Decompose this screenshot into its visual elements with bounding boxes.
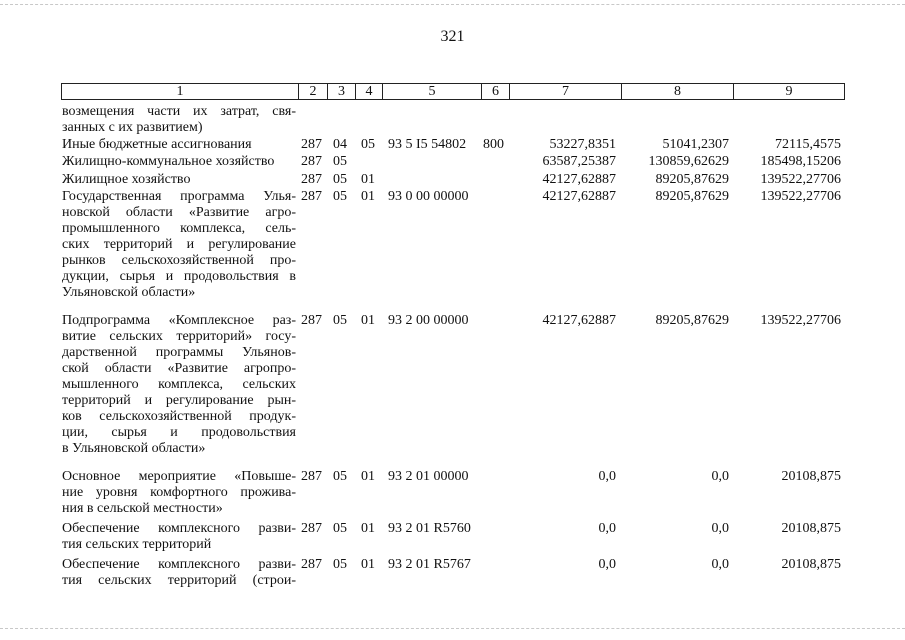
cell-sub: 01 [361,172,375,187]
header-col-7: 7 [509,83,621,100]
row-name-line: территорий и регулирование рын- [62,393,296,408]
row-name-line: Государственная программа Улья- [62,189,296,204]
row-name [62,137,296,153]
cell-rz: 287 [301,189,322,204]
header-col-6: 6 [481,83,509,100]
row-name-line: ние уровня комфортного прожива- [62,485,296,500]
row-name-line: новской области «Развитие агро- [62,205,296,220]
cell-amount-8: 89205,87629 [655,172,729,187]
cell-pr: 04 [333,137,347,152]
cell-amount-8: 0,0 [711,469,729,484]
row-name [62,313,296,457]
row-name [62,189,296,301]
row-name-line: занных с их развитием) [62,120,203,135]
cell-amount-7: 0,0 [598,557,616,572]
row-name-line: Ульяновской области» [62,285,196,300]
row-name-line: Основное мероприятие «Повыше- [62,469,296,484]
cell-amount-9: 139522,27706 [760,313,841,328]
cell-rz: 287 [301,469,322,484]
header-col-3: 3 [327,83,355,100]
cell-amount-9: 20108,875 [781,469,841,484]
row-name-line: дукции, сырья и продовольствия в [62,269,296,284]
cell-csr: 93 2 00 00000 [388,313,469,328]
row-name [62,521,296,553]
cell-rz: 287 [301,557,322,572]
cell-amount-8: 89205,87629 [655,189,729,204]
cell-pr: 05 [333,469,347,484]
cell-sub: 01 [361,189,375,204]
cell-amount-7: 42127,62887 [542,189,616,204]
row-name-line: витие сельских территорий» госу- [62,329,296,344]
cell-pr: 05 [333,154,347,169]
bottom-scan-edge [0,628,905,631]
row-name-line: рынков сельскохозяйственной про- [62,253,296,268]
row-name-line: в Ульяновской области» [62,441,206,456]
cell-pr: 05 [333,189,347,204]
row-name [62,104,296,136]
cell-sub: 01 [361,313,375,328]
row-name [62,172,296,188]
row-name [62,154,296,170]
cell-amount-8: 0,0 [711,557,729,572]
row-name-line: промышленного комплекса, сель- [62,221,296,236]
cell-vr: 800 [483,137,504,152]
cell-csr: 93 0 00 00000 [388,189,469,204]
cell-amount-7: 63587,25387 [542,154,616,169]
cell-sub: 01 [361,557,375,572]
header-col-4: 4 [355,83,382,100]
row-name-line: мышленного комплекса, сельских [62,377,296,392]
cell-amount-9: 20108,875 [781,557,841,572]
cell-rz: 287 [301,154,322,169]
cell-amount-9: 139522,27706 [760,189,841,204]
cell-csr: 93 5 I5 54802 [388,137,467,152]
top-scan-edge [0,4,905,7]
cell-amount-7: 42127,62887 [542,313,616,328]
cell-amount-8: 89205,87629 [655,313,729,328]
row-name-line: возмещения части их затрат, свя- [62,104,296,119]
row-name-line: Обеспечение комплексного разви- [62,521,296,536]
cell-amount-8: 51041,2307 [662,137,729,152]
row-name-line: Подпрограмма «Комплексное раз- [62,313,296,328]
cell-amount-9: 20108,875 [781,521,841,536]
row-name-line: ских территорий и регулирование [62,237,296,252]
header-col-5: 5 [382,83,481,100]
cell-amount-7: 53227,8351 [549,137,616,152]
cell-amount-9: 185498,15206 [760,154,841,169]
header-col-8: 8 [621,83,733,100]
page-number: 321 [440,28,465,45]
cell-pr: 05 [333,521,347,536]
row-name-line: Обеспечение комплексного разви- [62,557,296,572]
row-name-line: Жилищное хозяйство [62,172,191,187]
cell-pr: 05 [333,557,347,572]
cell-rz: 287 [301,137,322,152]
header-col-1: 1 [61,83,298,100]
row-name [62,557,296,589]
row-name-line: ния в сельской местности» [62,501,223,516]
row-name-line: тия сельских территорий [62,537,212,552]
cell-amount-8: 130859,62629 [648,154,729,169]
cell-pr: 05 [333,172,347,187]
cell-csr: 93 2 01 R5760 [388,521,471,536]
row-name [62,469,296,517]
row-name-line: ков сельскохозяйственной продук- [62,409,296,424]
cell-amount-7: 0,0 [598,469,616,484]
row-name-line: дарственной программы Ульянов- [62,345,296,360]
cell-amount-7: 42127,62887 [542,172,616,187]
header-col-2: 2 [298,83,327,100]
cell-pr: 05 [333,313,347,328]
cell-rz: 287 [301,521,322,536]
row-name-line: ской области «Развитие агропро- [62,361,296,376]
cell-amount-9: 139522,27706 [760,172,841,187]
cell-amount-7: 0,0 [598,521,616,536]
row-name-line: Жилищно-коммунальное хозяйство [62,154,275,169]
cell-sub: 01 [361,521,375,536]
header-col-9: 9 [733,83,845,100]
cell-csr: 93 2 01 00000 [388,469,469,484]
cell-sub: 05 [361,137,375,152]
row-name-line: Иные бюджетные ассигнования [62,137,252,152]
cell-rz: 287 [301,313,322,328]
cell-csr: 93 2 01 R5767 [388,557,471,572]
cell-amount-8: 0,0 [711,521,729,536]
row-name-line: тия сельских территорий (строи- [62,573,296,588]
cell-amount-9: 72115,4575 [775,137,841,152]
row-name-line: ции, сырья и продовольствия [62,425,296,440]
cell-rz: 287 [301,172,322,187]
cell-sub: 01 [361,469,375,484]
